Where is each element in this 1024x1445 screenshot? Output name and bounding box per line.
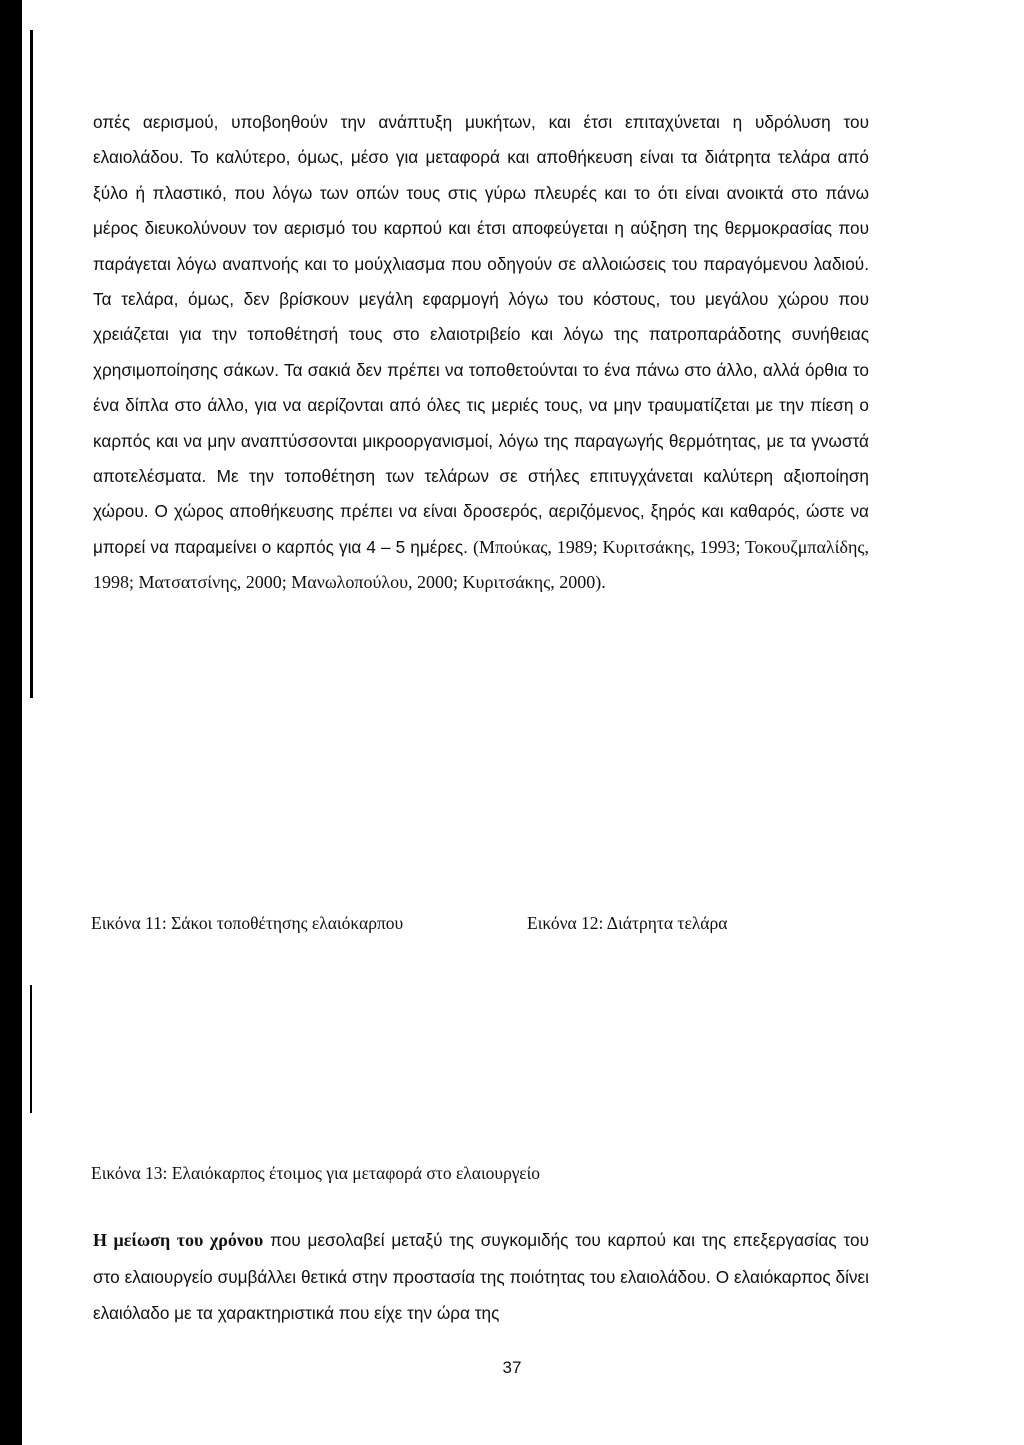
- paragraph-text: που μεσολαβεί μεταξύ της συγκομιδής του καρπού και της επεξεργασίας του στο ελαιουργείο συμβάλλει θετικά στην προστασία της ποιότητας του ελαιολάδου. Ο ελαιόκαρπος δίνει ελαιόλαδο με τα χαρακτηριστικά που είχε την ώρα της: [93, 1230, 870, 1323]
- figure-caption-12: Εικόνα 12: Διάτρητα τελάρα: [527, 913, 728, 933]
- body-paragraph-storage: [93, 105, 869, 601]
- page-number: 37: [502, 1358, 522, 1377]
- paragraph-text: οπές αερισμού, υποβοηθούν την ανάπτυξη μυκήτων, και έτσι επιταχύνεται η υδρόλυση του ελαιολάδου. Το καλύτερο, όμως, μέσο για μεταφορά και αποθήκευση είναι τα διάτρητα τελάρα από ξύλο ή πλαστικό, που λόγω των οπών τους στις γύρω πλευρές και το ότι είναι ανοικτά στο πάνω μέρος διευκολύνουν τον αερισμό του καρπού και έτσι αποφεύγεται η αύξηση της θερμοκρασίας που παράγεται λόγω αναπνοής και το μούχλιασμα που οδηγούν σε αλλοιώσεις του παραγόμενου λαδιού. Τα τελάρα, όμως, δεν βρίσκουν μεγάλη εφαρμογή λόγω του κόστους, του μεγάλου χώρου που χρειάζεται για την τοποθέτησή τους στο ελαιοτριβείο και λόγω της πατροπαράδοτης συνήθειας χρησιμοποίησης σάκων. Τα σακιά δεν πρέπει να τοποθετούνται το ένα πάνω στο άλλο, αλλά όρθια το ένα δίπλα στο άλλο, για να αερίζονται από όλες τις μεριές τους, να μην τραυματίζεται με την πίεση ο καρπός και να μην αναπτύσσονται μικροοργανισμοί, λόγω της παραγωγής θερμότητας, με τα γνωστά αποτελέσματα. Με την τοποθέτηση των τελάρων σε στήλες επιτυγχάνεται καλύτερη αξιοποίηση χώρου. Ο χώρος αποθήκευσης πρέπει να είναι δροσερός, αεριζόμενος, ξηρός και καθαρός, ώστε να μπορεί να παραμείνει ο καρπός για 4 – 5 ημέρες.: [93, 112, 869, 557]
- figure-caption-11: Εικόνα 11: Σάκοι τοποθέτησης ελαιόκαρπου: [91, 913, 404, 933]
- bold-lead-phrase: Η μείωση του χρόνου: [93, 1230, 264, 1250]
- scan-border-line-lower: [30, 985, 32, 1113]
- citation: (Μπούκας, 1989; Κυριτσάκης, 1993; Τοκουζμπαλίδης, 1998; Ματσατσίνης, 2000; Μανωλοπούλου, 2000; Κυριτσάκης, 2000).: [93, 536, 870, 593]
- scan-border-line: [30, 30, 33, 698]
- scan-border-left: [0, 0, 22, 1445]
- figure-caption-13: Εικόνα 13: Ελαιόκαρπος έτοιμος για μεταφορά στο ελαιουργείο: [91, 1163, 541, 1183]
- body-paragraph-time: [93, 1222, 869, 1332]
